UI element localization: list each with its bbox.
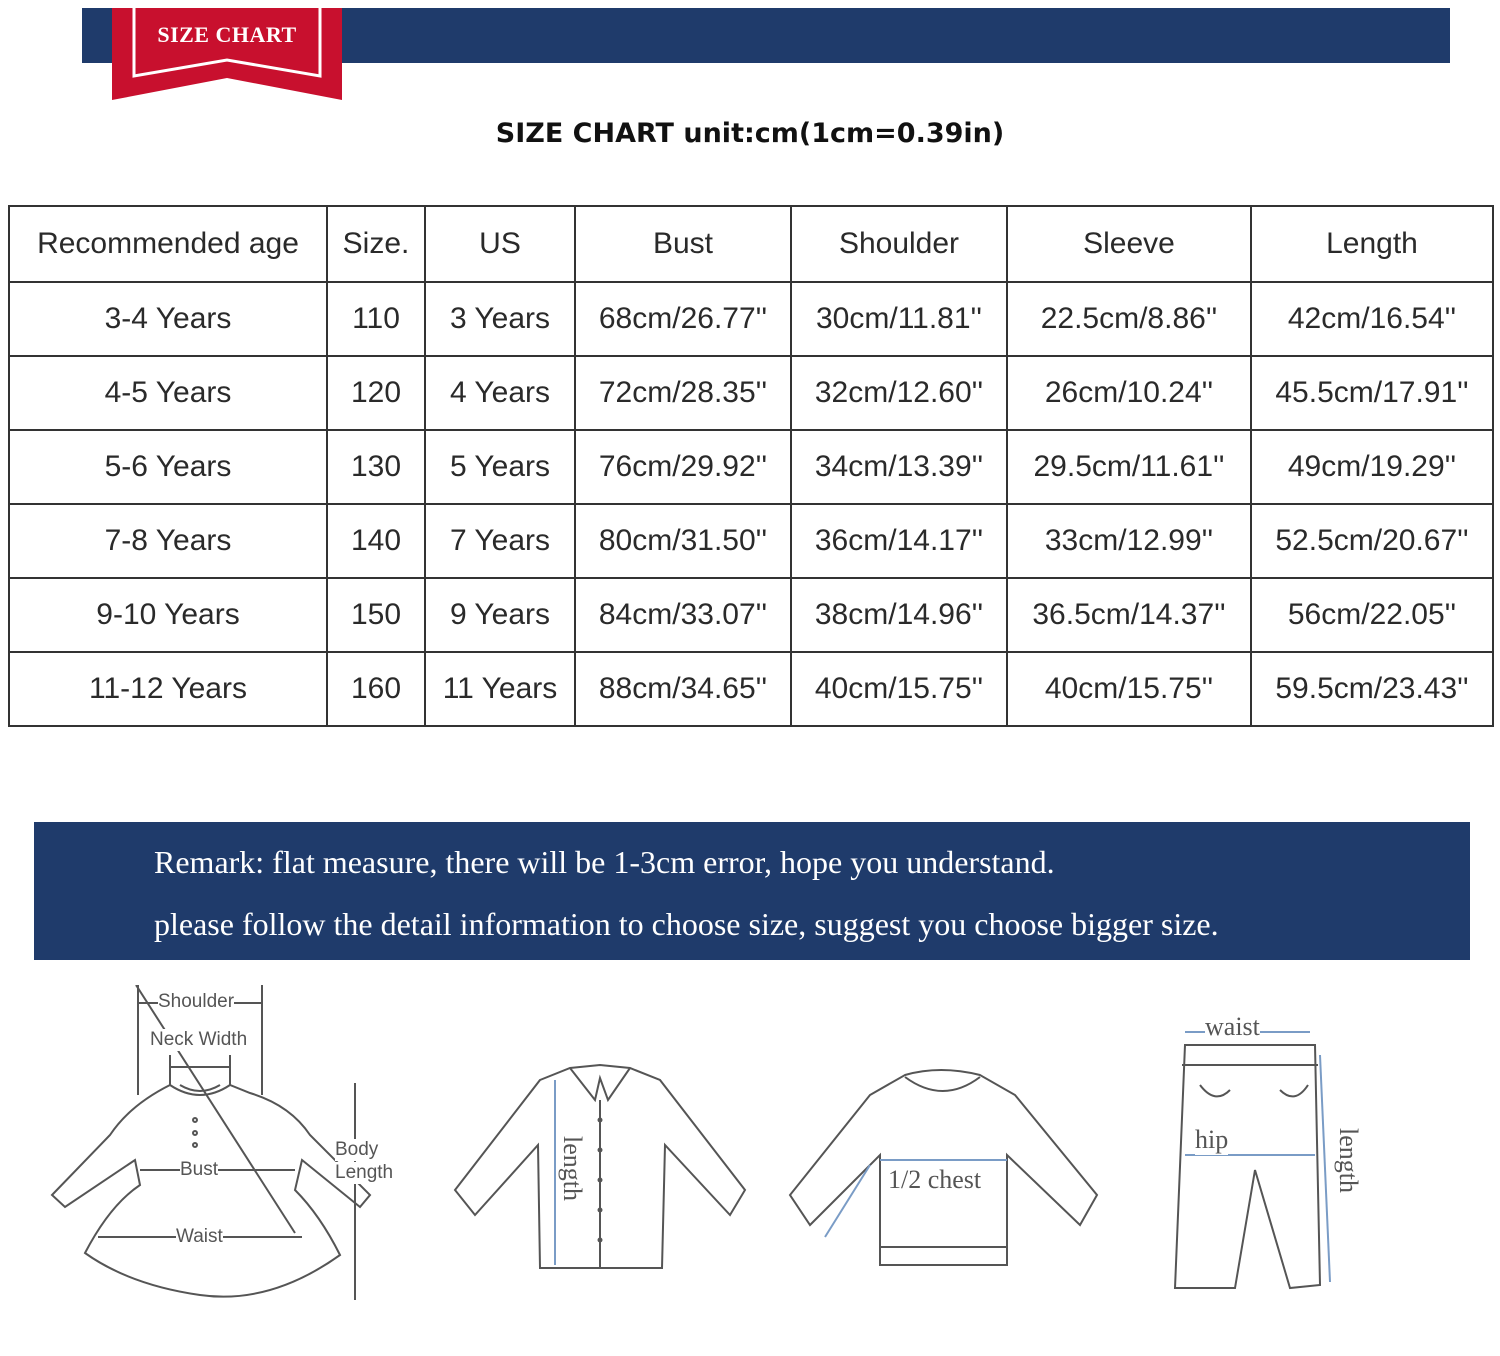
table-cell: 140 — [327, 504, 425, 578]
shirt-outline-icon — [440, 1060, 760, 1275]
table-cell: 40cm/15.75'' — [791, 652, 1007, 726]
size-table — [8, 205, 1494, 727]
remark-line-2: please follow the detail information to choose size, suggest you choose bigger size. — [154, 906, 1219, 942]
table-cell: 59.5cm/23.43'' — [1251, 652, 1493, 726]
table-cell: 88cm/34.65'' — [575, 652, 791, 726]
remark-line-1: Remark: flat measure, there will be 1-3cm error, hope you understand. — [154, 844, 1055, 880]
table-cell: 7-8 Years — [9, 504, 327, 578]
column-header: Bust — [575, 206, 791, 282]
table-row — [9, 652, 1493, 726]
pants-hip-label: hip — [1195, 1125, 1229, 1154]
column-header: Size. — [327, 206, 425, 282]
column-header: US — [425, 206, 575, 282]
dress-waist-label: Waist — [176, 1226, 223, 1247]
table-cell: 22.5cm/8.86'' — [1007, 282, 1251, 356]
table-cell: 36.5cm/14.37'' — [1007, 578, 1251, 652]
sweater-chest-label: 1/2 chest — [888, 1165, 982, 1194]
table-cell: 11-12 Years — [9, 652, 327, 726]
column-header: Shoulder — [791, 206, 1007, 282]
table-cell: 120 — [327, 356, 425, 430]
sweater-diagram — [785, 1065, 1105, 1275]
column-header: Length — [1251, 206, 1493, 282]
table-cell: 40cm/15.75'' — [1007, 652, 1251, 726]
table-cell: 5-6 Years — [9, 430, 327, 504]
table-cell: 9 Years — [425, 578, 575, 652]
table-cell: 76cm/29.92'' — [575, 430, 791, 504]
dress-bust-label: Bust — [180, 1159, 219, 1180]
table-cell: 45.5cm/17.91'' — [1251, 356, 1493, 430]
table-cell: 3-4 Years — [9, 282, 327, 356]
table-row — [9, 578, 1493, 652]
pants-length-label: length — [1334, 1128, 1363, 1193]
table-cell: 110 — [327, 282, 425, 356]
table-row — [9, 430, 1493, 504]
table-cell: 26cm/10.24'' — [1007, 356, 1251, 430]
table-cell: 49cm/19.29'' — [1251, 430, 1493, 504]
size-chart-badge — [112, 8, 342, 100]
table-cell: 42cm/16.54'' — [1251, 282, 1493, 356]
table-cell: 52.5cm/20.67'' — [1251, 504, 1493, 578]
table-row — [9, 282, 1493, 356]
table-cell: 11 Years — [425, 652, 575, 726]
dress-neck-width-label: Neck Width — [150, 1029, 248, 1050]
table-cell: 4 Years — [425, 356, 575, 430]
column-header: Sleeve — [1007, 206, 1251, 282]
table-cell: 29.5cm/11.61'' — [1007, 430, 1251, 504]
table-cell: 130 — [327, 430, 425, 504]
table-cell: 5 Years — [425, 430, 575, 504]
table-cell: 68cm/26.77'' — [575, 282, 791, 356]
remark-box — [34, 822, 1470, 960]
table-cell: 7 Years — [425, 504, 575, 578]
table-cell: 32cm/12.60'' — [791, 356, 1007, 430]
table-cell: 84cm/33.07'' — [575, 578, 791, 652]
table-row — [9, 356, 1493, 430]
table-row — [9, 504, 1493, 578]
shirt-diagram — [440, 1060, 760, 1275]
dress-body-label: Body — [335, 1139, 379, 1160]
table-header-row — [9, 206, 1493, 282]
table-cell: 34cm/13.39'' — [791, 430, 1007, 504]
badge-label: SIZE CHART — [157, 22, 297, 47]
shirt-length-label: length — [558, 1136, 587, 1201]
dress-shoulder-label: Shoulder — [158, 991, 235, 1012]
table-cell: 4-5 Years — [9, 356, 327, 430]
table-cell: 30cm/11.81'' — [791, 282, 1007, 356]
pants-waist-label: waist — [1205, 1012, 1260, 1041]
page-title: SIZE CHART unit:cm(1cm=0.39in) — [495, 118, 1005, 149]
table-cell: 150 — [327, 578, 425, 652]
table-cell: 56cm/22.05'' — [1251, 578, 1493, 652]
dress-diagram — [40, 985, 420, 1315]
table-cell: 72cm/28.35'' — [575, 356, 791, 430]
table-cell: 33cm/12.99'' — [1007, 504, 1251, 578]
pants-diagram — [1170, 1010, 1370, 1295]
dress-length-label: Length — [335, 1162, 394, 1183]
table-cell: 80cm/31.50'' — [575, 504, 791, 578]
table-cell: 38cm/14.96'' — [791, 578, 1007, 652]
table-cell: 3 Years — [425, 282, 575, 356]
column-header: Recommended age — [9, 206, 327, 282]
table-cell: 36cm/14.17'' — [791, 504, 1007, 578]
table-cell: 160 — [327, 652, 425, 726]
table-cell: 9-10 Years — [9, 578, 327, 652]
